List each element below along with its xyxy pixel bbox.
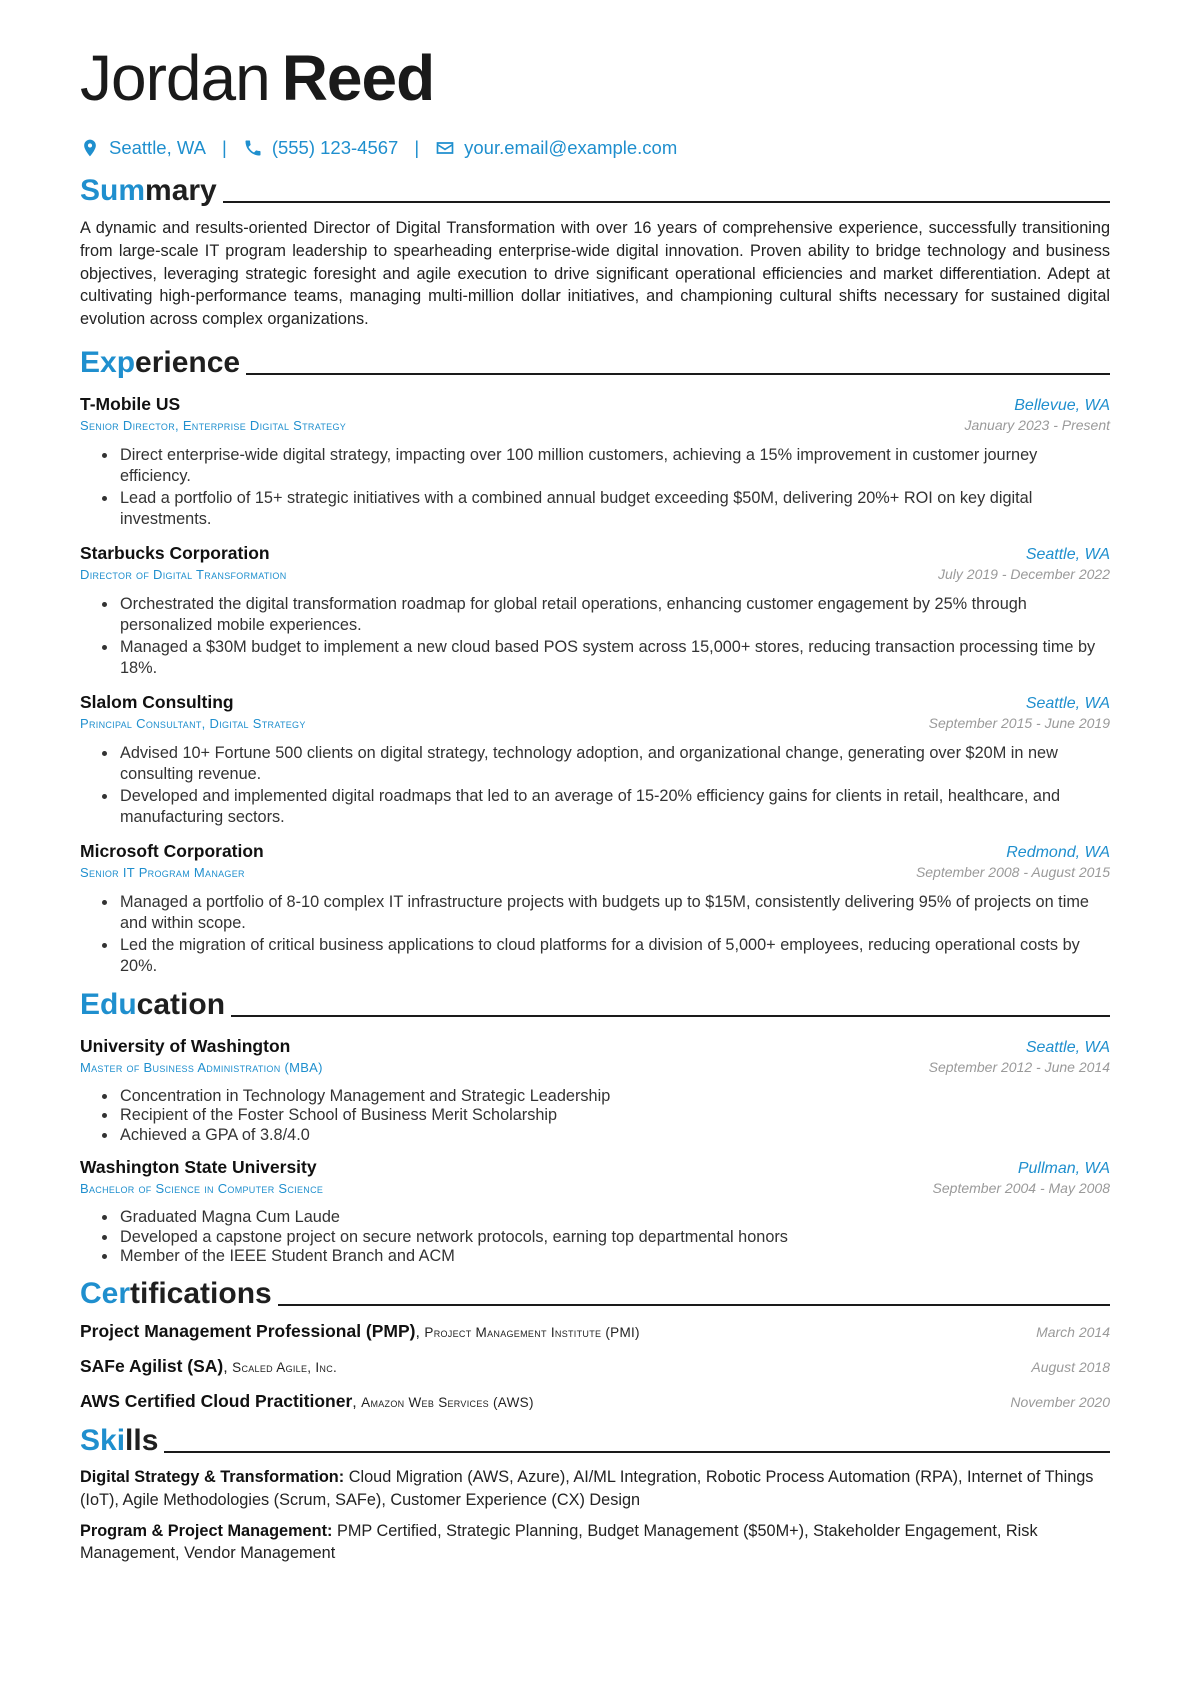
certification-item: AWS Certified Cloud Practitioner, Amazon Web Services (AWS) November 2020: [80, 1390, 1110, 1411]
bullet-item: • Managed a portfolio of 8-10 complex IT infrastructure projects with budgets up to $15M, consistently delivering 95% of projects on time and within scope.: [118, 892, 1110, 935]
bullet-item: • Concentration in Technology Management and Strategic Leadership: [118, 1087, 1110, 1107]
phone-icon: [243, 138, 263, 158]
cert-issuer: Scaled Agile, Inc.: [232, 1359, 338, 1375]
first-name: Jordan: [80, 42, 270, 114]
section-rule: [278, 1304, 1110, 1306]
skill-group: [80, 1520, 1110, 1566]
location-text: Seattle, WA: [109, 137, 206, 158]
job-title: Principal Consultant, Digital Strategy: [80, 715, 306, 731]
bullet-item: • Managed a $30M budget to implement a new cloud based POS system across 15,000+ stores, reducing transaction processing time by 18%.: [118, 637, 1110, 680]
skill-group-text: Cloud Migration (AWS, Azure), AI/ML Integration, Robotic Process Automation (RPA), Internet of Things (IoT), Agile Methodologies (Scrum, SAFe), Customer Experience (CX) Design: [80, 1467, 1094, 1509]
section-title-summary: Sum mary: [80, 174, 1110, 208]
education-entry: [80, 1157, 1110, 1267]
bullet-list: [80, 445, 1110, 531]
bullet-item: • Recipient of the Foster School of Business Merit Scholarship: [118, 1106, 1110, 1126]
separator: |: [222, 137, 227, 158]
section-title-experience: Exp erience: [80, 346, 1110, 380]
job-location: Seattle, WA: [1025, 545, 1110, 563]
job-title: Senior Director, Enterprise Digital Strategy: [80, 417, 347, 433]
bullet-list: [80, 743, 1110, 829]
bullet-item: • Lead a portfolio of 15+ strategic initiatives with a combined annual budget exceeding $50M, delivering 20%+ ROI on key digital investments.: [118, 488, 1110, 531]
cert-issuer: Project Management Institute (PMI): [424, 1324, 640, 1340]
job-dates: July 2019 - December 2022: [938, 565, 1110, 582]
bullet-list: [80, 892, 1110, 978]
job-location: Seattle, WA: [1025, 694, 1110, 712]
cert-issuer: Amazon Web Services (AWS): [361, 1394, 534, 1410]
bullet-item: • Direct enterprise-wide digital strategy, impacting over 100 million customers, achieving a 15% improvement in customer journey efficiency.: [118, 445, 1110, 488]
school-dates: September 2004 - May 2008: [932, 1180, 1110, 1197]
email-link[interactable]: your.email@example.com: [464, 137, 678, 158]
experience-entry: [80, 841, 1110, 978]
contact-email[interactable]: [435, 137, 677, 159]
job-location: Redmond, WA: [1006, 843, 1110, 861]
section-title-certifications: Cer tifications: [80, 1277, 1110, 1311]
employer-name: Starbucks Corporation: [80, 542, 270, 563]
candidate-name: [80, 40, 1110, 116]
bullet-item: • Led the migration of critical business applications to cloud platforms for a division of 5,000+ employees, reducing operational costs by 20%.: [118, 935, 1110, 978]
summary-text: A dynamic and results-oriented Director of Digital Transformation with over 16 years of comprehensive experience, successfully transitioning from large-scale IT program leadership to spearheading enterprise-wide digital innovation. Proven ability to bridge technology and business objectives, leveraging strategic foresight and agile execution to drive significant operational efficiencies and market differentiation. Adept at cultivating high-performance teams, managing multi-million dollar initiatives, and championing cultural shifts necessary for sustained digital evolution across complex organizations.: [80, 219, 1110, 329]
bullet-item: • Developed a capstone project on secure network protocols, earning top departmental honors: [118, 1228, 1110, 1248]
cert-date: November 2020: [1010, 1393, 1110, 1410]
bullet-list: [80, 594, 1110, 680]
section-rule: [246, 373, 1110, 375]
job-dates: January 2023 - Present: [964, 416, 1110, 433]
bullet-item: • Member of the IEEE Student Branch and ACM: [118, 1247, 1110, 1267]
bullet-list: [80, 1087, 1110, 1146]
job-location: Bellevue, WA: [1014, 396, 1110, 414]
certification-item: SAFe Agilist (SA), Scaled Agile, Inc. August 2018: [80, 1355, 1110, 1376]
job-dates: September 2015 - June 2019: [928, 714, 1110, 731]
section-rule: [164, 1451, 1110, 1453]
cert-name: SAFe Agilist (SA): [80, 1355, 224, 1376]
experience-entry: [80, 394, 1110, 531]
school-name: University of Washington: [80, 1035, 291, 1056]
school-name: Washington State University: [80, 1157, 317, 1178]
section-title-skills: Ski lls: [80, 1424, 1110, 1458]
skill-group-label: Digital Strategy & Transformation:: [80, 1467, 345, 1486]
phone-text: (555) 123-4567: [271, 137, 399, 158]
skill-group-label: Program & Project Management:: [80, 1521, 333, 1540]
employer-name: T-Mobile US: [80, 393, 181, 414]
section-rule: [223, 201, 1110, 203]
employer-name: Microsoft Corporation: [80, 840, 264, 861]
bullet-item: • Advised 10+ Fortune 500 clients on digital strategy, technology adoption, and organizational change, generating over $20M in new consulting revenue.: [118, 743, 1110, 786]
school-dates: September 2012 - June 2014: [928, 1058, 1110, 1075]
last-name: Reed: [281, 42, 435, 114]
envelope-icon: [435, 138, 455, 158]
contact-phone[interactable]: [243, 137, 399, 159]
job-dates: September 2008 - August 2015: [915, 863, 1110, 880]
certification-item: Project Management Professional (PMP), Project Management Institute (PMI) March 2014: [80, 1320, 1110, 1341]
bullet-item: • Graduated Magna Cum Laude: [118, 1208, 1110, 1228]
degree: Master of Business Administration (MBA): [80, 1059, 323, 1075]
bullet-item: • Orchestrated the digital transformation roadmap for global retail operations, enhancing customer engagement by 25% through personalized mobile experiences.: [118, 594, 1110, 637]
bullet-list: [80, 1208, 1110, 1267]
education-entry: [80, 1036, 1110, 1146]
skill-group-text: PMP Certified, Strategic Planning, Budget Management ($50M+), Stakeholder Engagement, Risk Management, Vendor Management: [80, 1521, 1038, 1563]
school-location: Seattle, WA: [1025, 1038, 1110, 1056]
cert-date: March 2014: [1036, 1323, 1110, 1340]
contact-location: [80, 137, 206, 159]
experience-entry: [80, 543, 1110, 680]
bullet-item: • Developed and implemented digital roadmaps that led to an average of 15-20% efficiency gains for clients in retail, healthcare, and manufacturing sectors.: [118, 786, 1110, 829]
school-location: Pullman, WA: [1017, 1160, 1110, 1178]
contact-bar: [80, 134, 1110, 162]
bullet-item: • Achieved a GPA of 3.8/4.0: [118, 1126, 1110, 1146]
cert-date: August 2018: [1031, 1358, 1110, 1375]
job-title: Director of Digital Transformation: [80, 566, 287, 582]
experience-entry: [80, 692, 1110, 829]
skill-group: [80, 1466, 1110, 1512]
section-rule: [231, 1015, 1110, 1017]
separator: |: [414, 137, 420, 158]
job-title: Senior IT Program Manager: [80, 864, 245, 880]
map-pin-icon: [80, 138, 100, 158]
section-title-education: Edu cation: [80, 988, 1110, 1022]
cert-name: Project Management Professional (PMP): [80, 1320, 416, 1341]
employer-name: Slalom Consulting: [80, 691, 234, 712]
cert-name: AWS Certified Cloud Practitioner: [80, 1390, 353, 1411]
degree: Bachelor of Science in Computer Science: [80, 1181, 324, 1197]
